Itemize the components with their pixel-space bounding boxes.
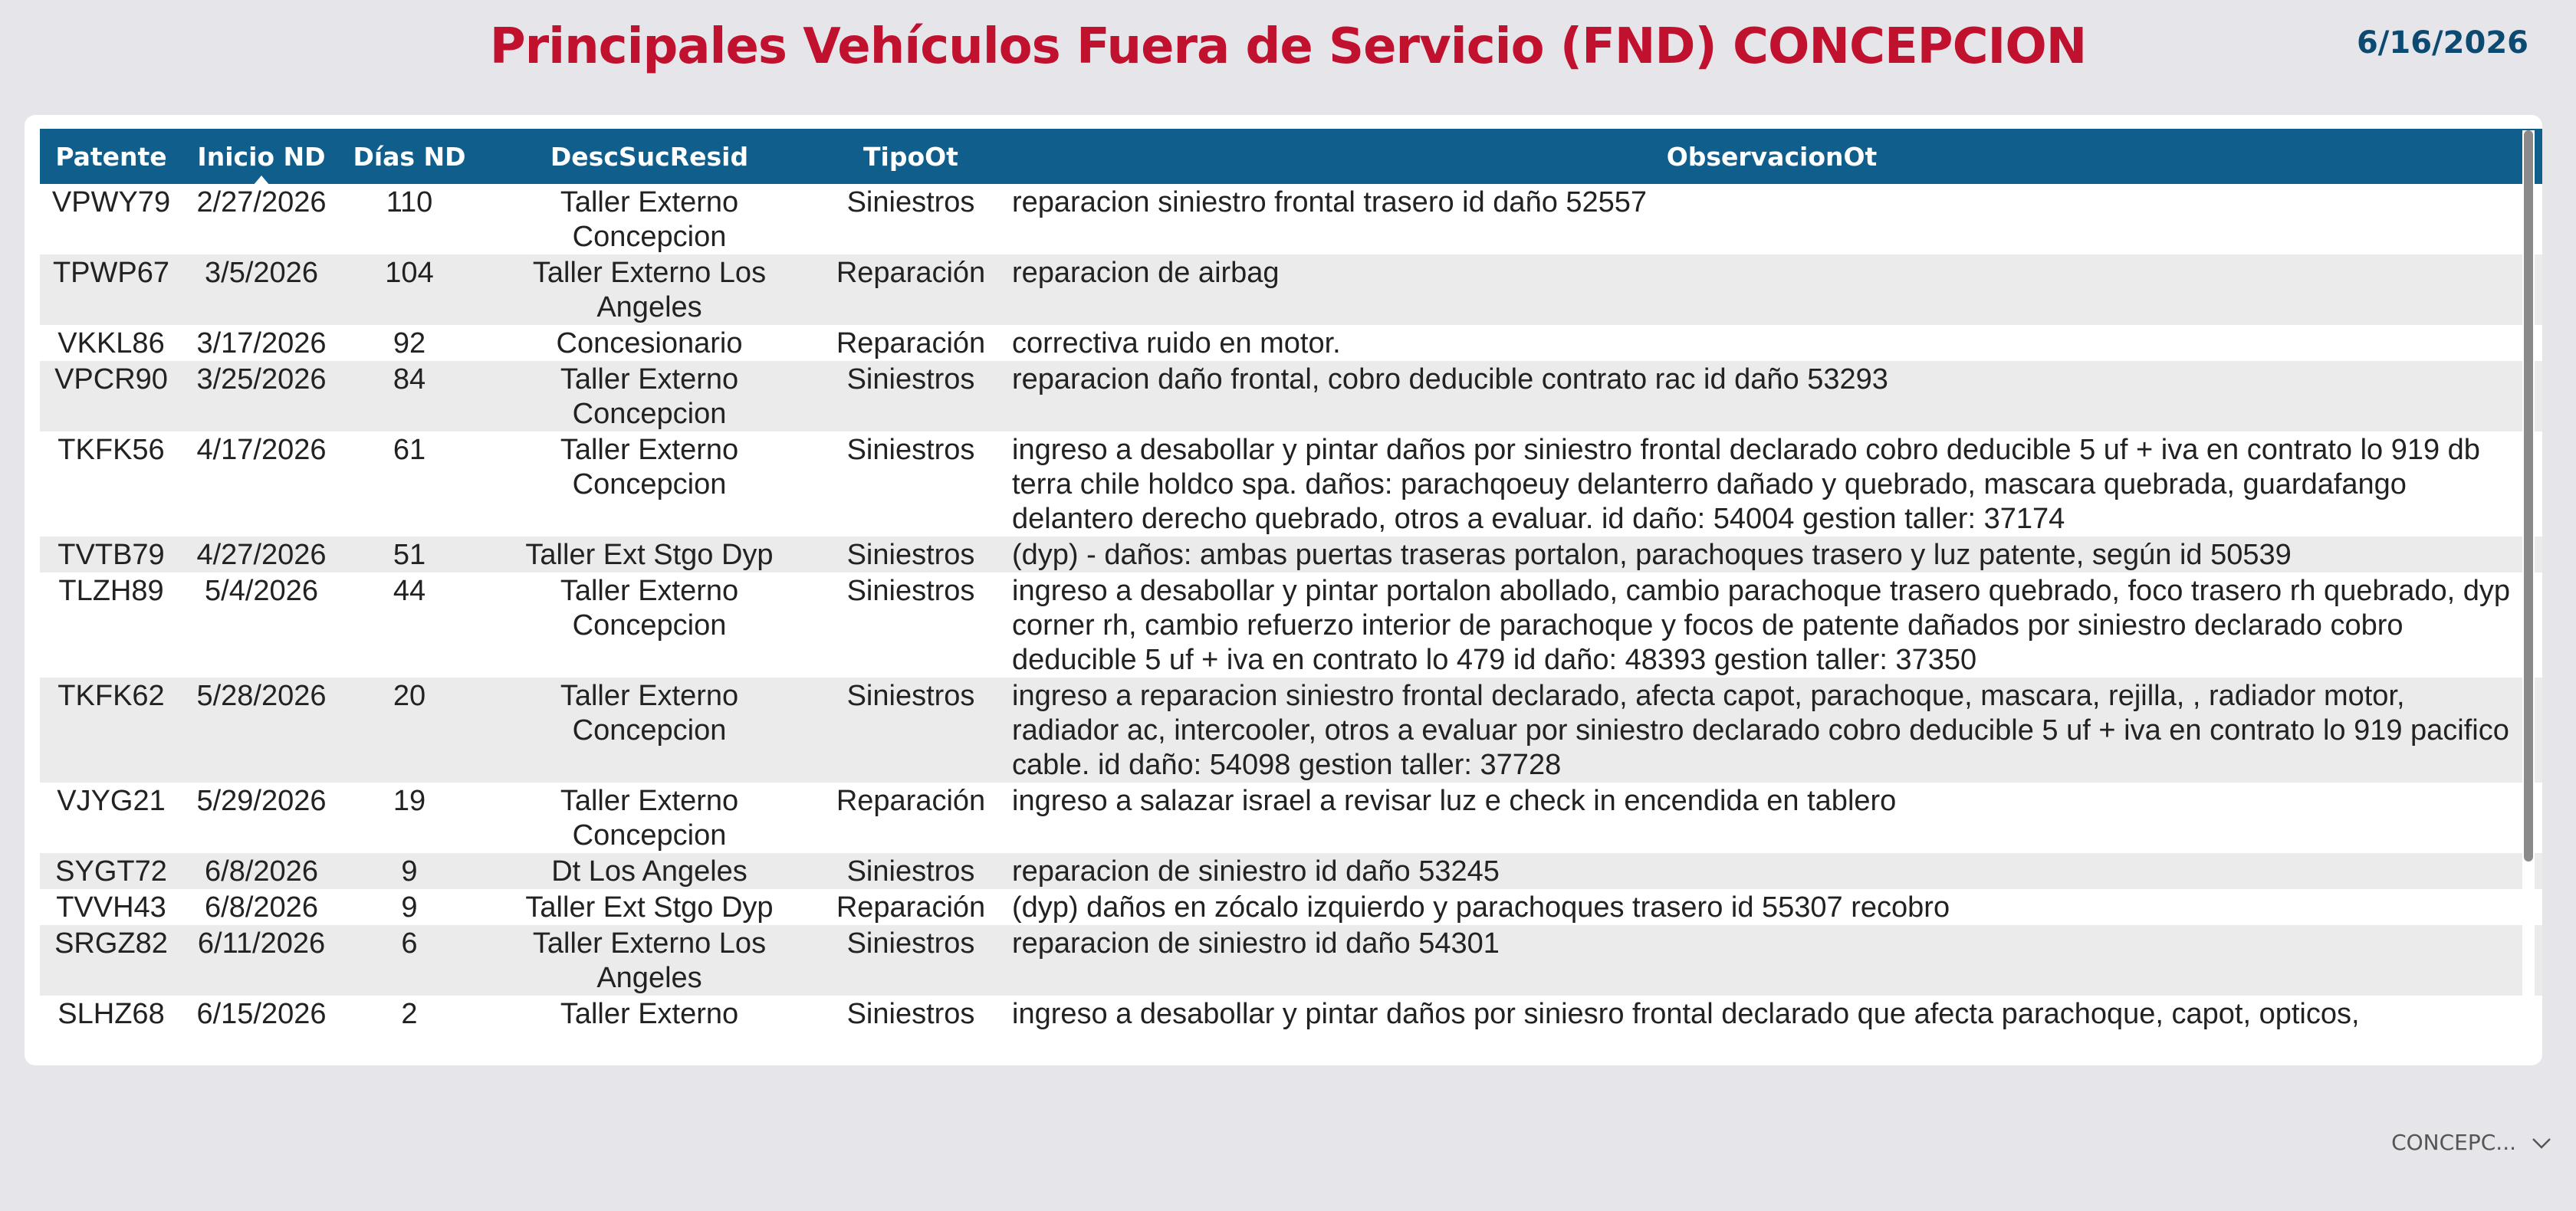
cell-observacionot: reparacion de airbag	[1001, 254, 2542, 325]
cell-inicio-nd: 5/29/2026	[196, 785, 327, 817]
cell-patente: VPCR90	[40, 361, 182, 432]
cell-inicio-nd: 4/27/2026	[182, 537, 340, 573]
table-row[interactable]	[40, 783, 2542, 853]
cell-tipoot: Siniestros	[846, 998, 975, 1030]
cell-descsucresid: Taller Externo Concepcion	[560, 186, 739, 253]
cell-descsucresid: Taller Externo	[560, 998, 739, 1030]
table-header-row	[40, 129, 2542, 184]
cell-dias-nd: 61	[393, 434, 426, 466]
column-header-observacionot[interactable]: ObservacionOt	[1001, 129, 2542, 184]
cell-patente: TVTB79	[40, 537, 182, 573]
cell-dias-nd: 92	[393, 327, 426, 359]
cell-dias-nd: 20	[340, 678, 478, 783]
cell-descsucresid: Taller Externo Concepcion	[478, 361, 820, 432]
cell-inicio-nd: 5/4/2026	[205, 575, 318, 607]
cell-patente: VPWY79	[51, 186, 171, 218]
cell-observacionot: reparacion daño frontal, cobro deducible contrato rac id daño 53293	[1001, 361, 2542, 432]
cell-patente: TKFK56	[58, 434, 165, 466]
cell-dias-nd: 44	[393, 575, 426, 607]
cell-inicio-nd: 4/17/2026	[196, 434, 327, 466]
cell-dias-nd: 84	[340, 361, 478, 432]
table-row[interactable]	[40, 325, 2542, 361]
cell-observacionot: reparacion siniestro frontal trasero id daño 52557	[1012, 186, 1648, 218]
cell-patente: TKFK62	[40, 678, 182, 783]
column-header-descsucresid[interactable]: DescSucResid	[478, 129, 820, 184]
cell-patente: TVVH43	[56, 891, 166, 924]
page-title: Principales Vehículos Fuera de Servicio (FND) CONCEPCION	[489, 18, 2087, 75]
cell-inicio-nd: 3/5/2026	[182, 254, 340, 325]
table-visual	[25, 115, 2542, 1065]
table-row[interactable]	[40, 254, 2542, 325]
scrollbar-thumb[interactable]	[2524, 130, 2533, 861]
table-row[interactable]	[40, 432, 2542, 537]
cell-tipoot: Siniestros	[820, 361, 1001, 432]
cell-descsucresid: Taller Externo Concepcion	[560, 785, 739, 852]
cell-descsucresid: Taller Externo Concepcion	[478, 678, 820, 783]
cell-tipoot: Reparación	[836, 785, 986, 817]
column-header-inicio-nd[interactable]	[182, 129, 340, 184]
cell-descsucresid: Taller Ext Stgo Dyp	[525, 891, 774, 924]
column-header-tipoot[interactable]: TipoOt	[820, 129, 1001, 184]
column-header-label: Inicio ND	[197, 141, 326, 172]
cell-descsucresid: Taller Externo Los Angeles	[478, 925, 820, 996]
cell-observacionot: reparacion de siniestro id daño 53245	[1001, 853, 2542, 889]
table-row[interactable]	[40, 853, 2542, 889]
cell-dias-nd: 104	[340, 254, 478, 325]
cell-inicio-nd: 6/15/2026	[196, 998, 327, 1030]
cell-descsucresid: Concesionario	[556, 327, 743, 359]
cell-tipoot: Siniestros	[846, 186, 975, 218]
table-row[interactable]	[40, 678, 2542, 783]
cell-observacionot: reparacion de siniestro id daño 54301	[1001, 925, 2542, 996]
cell-observacionot: ingreso a reparacion siniestro frontal declarado, afecta capot, parachoque, mascara, rejilla, , radiador motor, radiador ac, intercooler, otros a evaluar por siniestro declarado cobro deducible 5 uf + iva en contrato lo 919 pacifico cable. id daño: 54098 gestion taller: 37728	[1001, 678, 2542, 783]
cell-observacionot: ingreso a salazar israel a revisar luz e check in encendida en tablero	[1012, 785, 1897, 817]
cell-tipoot: Siniestros	[820, 853, 1001, 889]
vehicles-table	[40, 129, 2542, 1032]
cell-tipoot: Siniestros	[846, 434, 975, 466]
cell-observacionot: ingreso a desabollar y pintar daños por siniesro frontal declarado que afecta parachoque, capot, opticos,	[1012, 998, 2360, 1030]
cell-descsucresid: Taller Ext Stgo Dyp	[478, 537, 820, 573]
cell-tipoot: Siniestros	[820, 537, 1001, 573]
cell-observacionot: (dyp) daños en zócalo izquierdo y parachoques trasero id 55307 recobro	[1012, 891, 1950, 924]
cell-tipoot: Reparación	[836, 327, 986, 359]
cell-patente: SYGT72	[40, 853, 182, 889]
report-date: 6/16/2026	[2356, 25, 2528, 61]
cell-patente: TLZH89	[58, 575, 164, 607]
cell-descsucresid: Taller Externo Concepcion	[560, 434, 739, 500]
table-row[interactable]	[40, 889, 2542, 925]
cell-observacionot: (dyp) - daños: ambas puertas traseras portalon, parachoques trasero y luz patente, según id 50539	[1001, 537, 2542, 573]
table-row[interactable]	[40, 184, 2542, 254]
cell-dias-nd: 6	[340, 925, 478, 996]
cell-inicio-nd: 3/17/2026	[196, 327, 327, 359]
cell-patente: SLHZ68	[58, 998, 165, 1030]
cell-patente: VJYG21	[57, 785, 166, 817]
cell-dias-nd: 9	[340, 853, 478, 889]
table-row[interactable]	[40, 573, 2542, 678]
cell-tipoot: Siniestros	[820, 925, 1001, 996]
table-row[interactable]	[40, 361, 2542, 432]
chevron-down-icon	[2530, 1131, 2553, 1154]
cell-tipoot: Reparación	[836, 891, 986, 924]
region-slicer[interactable]	[2391, 1130, 2553, 1155]
table-viewport	[40, 129, 2542, 1065]
cell-inicio-nd: 6/8/2026	[205, 891, 318, 924]
cell-tipoot: Siniestros	[820, 678, 1001, 783]
cell-observacionot: ingreso a desabollar y pintar portalon abollado, cambio parachoque trasero quebrado, foco trasero rh quebrado, dyp corner rh, cambio refuerzo interior de parachoque y focos de patente dañados por siniestro declarado cobro deducible 5 uf + iva en contrato lo 479 id daño: 48393 gestion taller: 37350	[1012, 575, 2511, 676]
cell-dias-nd: 110	[386, 186, 433, 218]
cell-tipoot: Reparación	[820, 254, 1001, 325]
cell-dias-nd: 51	[340, 537, 478, 573]
table-row[interactable]	[40, 996, 2542, 1032]
column-header-dias-nd[interactable]: Días ND	[340, 129, 478, 184]
cell-observacionot: correctiva ruido en motor.	[1012, 327, 1341, 359]
cell-observacionot: ingreso a desabollar y pintar daños por siniestro frontal declarado cobro deducible 5 uf + iva en contrato lo 919 db terra chile holdco spa. daños: parachqoeuy delanterro dañado y quebrado, mascara quebrada, guardafango delantero derecho quebrado, otros a evaluar. id daño: 54004 gestion taller: 37174	[1012, 434, 2480, 535]
cell-patente: VKKL86	[58, 327, 165, 359]
column-header-patente[interactable]: Patente	[40, 129, 182, 184]
cell-inicio-nd: 6/11/2026	[182, 925, 340, 996]
cell-patente: TPWP67	[40, 254, 182, 325]
cell-descsucresid: Taller Externo Concepcion	[560, 575, 739, 642]
cell-descsucresid: Taller Externo Los Angeles	[478, 254, 820, 325]
cell-patente: SRGZ82	[40, 925, 182, 996]
cell-inicio-nd: 3/25/2026	[182, 361, 340, 432]
cell-descsucresid: Dt Los Angeles	[478, 853, 820, 889]
cell-inicio-nd: 6/8/2026	[182, 853, 340, 889]
cell-dias-nd: 19	[393, 785, 426, 817]
vertical-scrollbar[interactable]	[2522, 130, 2535, 1050]
table-row[interactable]	[40, 925, 2542, 996]
cell-inicio-nd: 5/28/2026	[182, 678, 340, 783]
slicer-value: CONCEPC...	[2391, 1130, 2516, 1155]
cell-inicio-nd: 2/27/2026	[196, 186, 327, 218]
cell-dias-nd: 2	[401, 998, 418, 1030]
sort-ascending-icon	[253, 176, 270, 185]
cell-dias-nd: 9	[401, 891, 418, 924]
cell-tipoot: Siniestros	[846, 575, 975, 607]
table-body	[40, 184, 2542, 1032]
table-row[interactable]	[40, 537, 2542, 573]
